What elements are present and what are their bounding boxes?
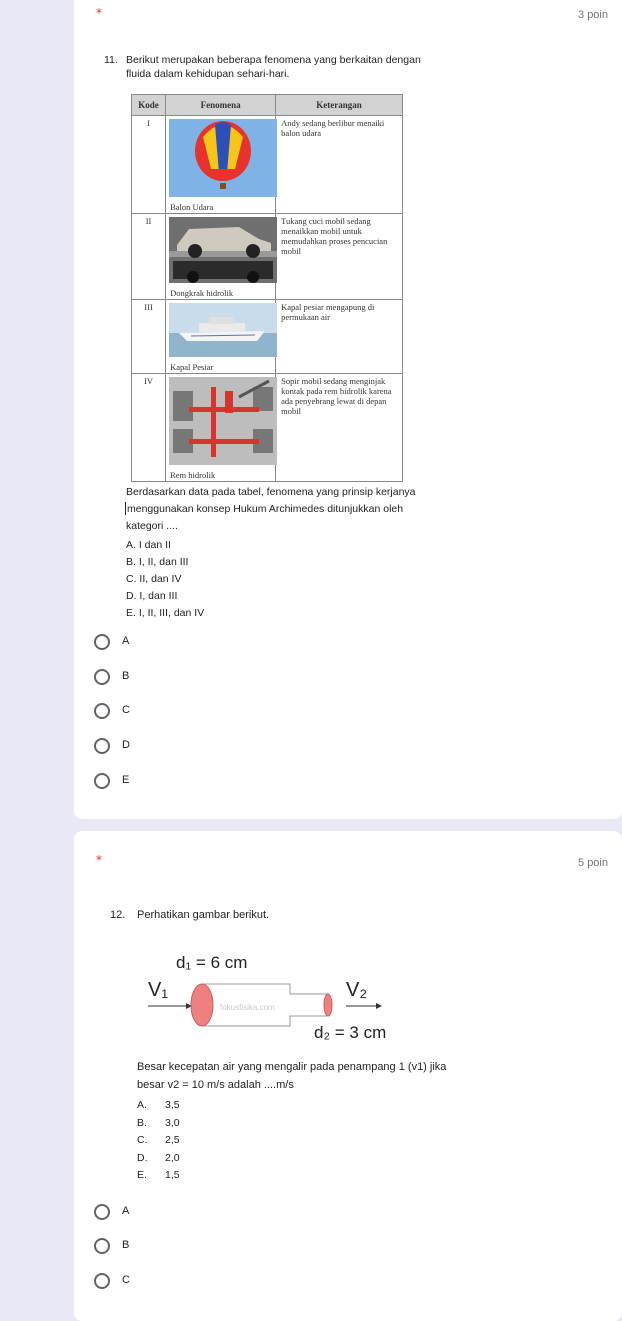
fenomena-cell [166,214,276,300]
option-row [137,1132,180,1150]
question-11-after-line2: menggunakan konsep Hukum Archimedes ditunjukkan oleh [127,503,404,515]
question-11-text-line2: fluida dalam kehidupan sehari-hari. [126,68,290,80]
question-11-number: 11. [104,54,118,66]
question-11-after-line3: kategori .... [126,520,178,532]
table-header-fenomena: Fenomena [166,95,276,116]
kode-cell: II [132,214,166,300]
question-11-text-line1: Berikut merupakan beberapa fenomena yang berkaitan dengan [126,54,421,66]
question-11-option-list [126,537,204,622]
option-row [137,1097,180,1115]
keterangan-cell: Sopir mobil sedang menginjak kontak pada rem hidrolik karena ada penyebrang lewat di depan mobil [276,374,403,482]
radio-label: A [122,635,130,647]
option-row [137,1150,180,1168]
hot-air-balloon-image [169,119,277,197]
question-12-option-list [137,1097,180,1185]
table-row [132,214,403,300]
kode-cell: IV [132,374,166,482]
option-letter: A. [137,1099,147,1111]
points-label: 5 poin [578,857,608,869]
v2-label: V₂ [346,979,368,1001]
radio-label: E [122,774,130,786]
option-text: D. I, dan III [126,590,178,602]
radio-circle[interactable] [94,669,110,685]
option-value: 2,0 [165,1151,180,1164]
option-value: 3,5 [165,1099,180,1111]
radio-label: C [122,1274,130,1286]
radio-label: D [122,739,130,751]
option-text: C. II, dan IV [126,573,182,585]
keterangan-cell: Tukang cuci mobil sedang menaikkan mobil untuk memudahkan proses pencucian mobil [276,214,403,300]
option-letter: E. [137,1169,147,1181]
question-12-text: Perhatikan gambar berikut. [137,909,270,921]
radio-circle[interactable] [94,1238,110,1254]
d1-label: d₁ = 6 cm [176,953,248,972]
required-asterisk: * [96,6,102,20]
watermark: fokusfisika.com [220,1003,275,1012]
table-row [132,300,403,374]
option-value: 1,5 [165,1169,180,1181]
fenomena-cell [166,374,276,482]
keterangan-cell: Andy sedang berlibur menaiki balon udara [276,116,403,214]
radio-label: C [122,704,130,716]
phenomena-table [131,94,403,482]
venturi-pipe-figure [140,944,410,1044]
radio-label: B [122,1239,130,1251]
radio-label: B [122,670,130,682]
hydraulic-brake-image [169,377,277,465]
option-letter: B. [137,1116,147,1129]
radio-circle[interactable] [94,703,110,719]
question-12-line2: besar v2 = 10 m/s adalah ....m/s [137,1079,294,1091]
option-value: 3,0 [165,1116,180,1129]
caption-dongkrak-hidrolik: Dongkrak hidrolik [170,288,234,298]
radio-label: A [122,1205,130,1217]
radio-circle[interactable] [94,1273,110,1289]
question-12-line1: Besar kecepatan air yang mengalir pada penampang 1 (v1) jika [137,1061,447,1073]
option-text: A. I dan II [126,539,171,551]
required-asterisk: * [96,853,102,867]
car-jack-image [169,217,277,283]
caption-kapal-pesiar: Kapal Pesiar [170,362,214,372]
kode-cell: III [132,300,166,374]
kode-cell: I [132,116,166,214]
radio-circle[interactable] [94,773,110,789]
radio-circle[interactable] [94,634,110,650]
pipe-section-2 [324,994,332,1016]
option-row [137,1115,180,1133]
pipe-section-1 [191,984,213,1026]
radio-circle[interactable] [94,1204,110,1220]
text-caret [125,502,126,515]
v1-label: V₁ [148,979,169,1001]
option-letter: D. [137,1151,148,1164]
option-text: B. I, II, dan III [126,556,189,568]
d2-label: d₂ = 3 cm [314,1023,387,1042]
option-letter: C. [137,1134,148,1146]
question-12-number: 12. [110,909,126,921]
caption-rem-hidrolik: Rem hidrolik [170,470,216,480]
question-11-after-line1: Berdasarkan data pada tabel, fenomena yang prinsip kerjanya [126,486,416,498]
option-text: E. I, II, III, dan IV [126,607,205,619]
table-header-kode: Kode [132,95,166,116]
keterangan-cell: Kapal pesiar mengapung di permukaan air [276,300,403,374]
table-header-keterangan: Keterangan [276,95,403,116]
radio-circle[interactable] [94,738,110,754]
caption-balon-udara: Balon Udara [170,202,214,212]
table-row [132,374,403,482]
points-label: 3 poin [578,9,608,21]
table-row [132,116,403,214]
fenomena-cell [166,116,276,214]
cruise-ship-image [169,303,277,357]
option-value: 2,5 [165,1134,180,1146]
fenomena-cell [166,300,276,374]
question-card-12 [74,831,622,1321]
option-row [137,1167,180,1185]
